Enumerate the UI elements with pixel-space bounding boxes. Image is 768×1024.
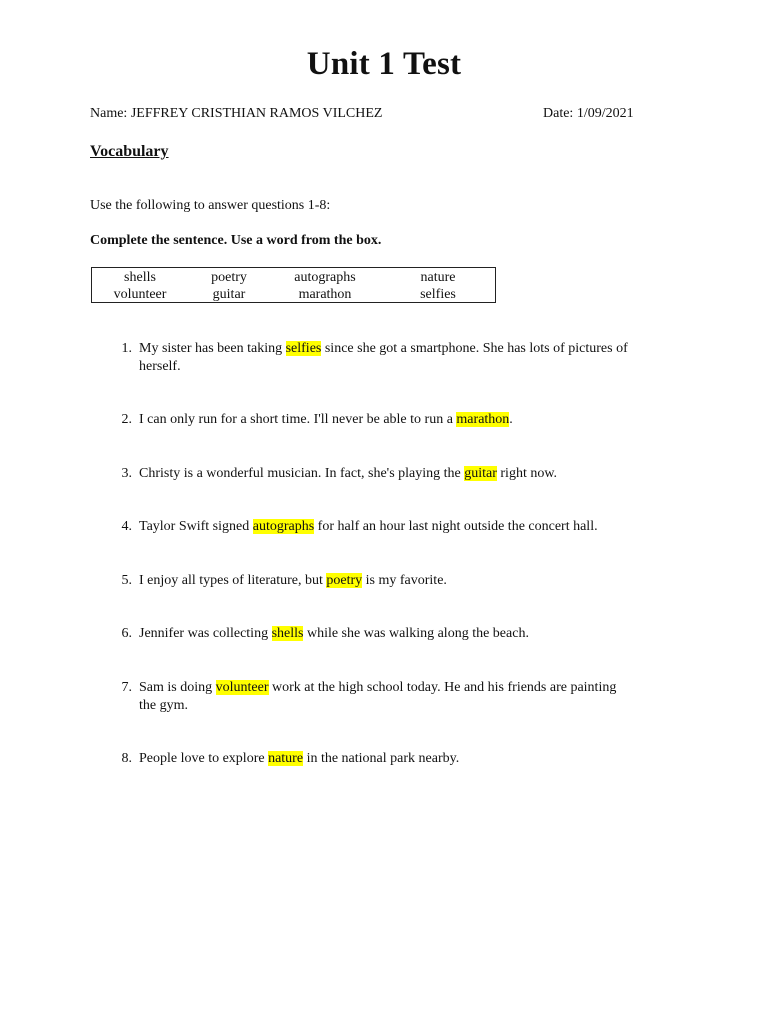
question-number: 2. (121, 412, 132, 427)
question-text: Christy is a wonderful musician. In fact, she's playing the guitar right now. (139, 466, 558, 481)
question-number: 7. (121, 680, 132, 695)
student-name: Name: JEFFREY CRISTHIAN RAMOS VILCHEZ (90, 106, 383, 121)
word-box-item: guitar (212, 287, 246, 302)
question-text: My sister has been taking selfies since she got a smartphone. She has lots of pictures of herself. (139, 341, 628, 374)
word-box-item: autographs (294, 270, 356, 285)
section-heading: Vocabulary (90, 143, 169, 160)
answer-highlight: volunteer (215, 680, 269, 695)
question-number: 1. (121, 341, 132, 356)
answer-highlight: autographs (252, 519, 315, 534)
word-box-item: selfies (420, 287, 456, 302)
answer-highlight: selfies (285, 341, 322, 356)
question-text: People love to explore nature in the national park nearby. (139, 751, 460, 766)
question-number: 5. (121, 573, 132, 588)
question-text: I enjoy all types of literature, but poetry is my favorite. (139, 573, 447, 588)
answer-highlight: marathon (456, 412, 510, 427)
answer-highlight: nature (268, 751, 304, 766)
word-box-item: volunteer (113, 287, 167, 302)
question-text: I can only run for a short time. I'll never be able to run a marathon. (139, 412, 513, 427)
word-box-item: marathon (298, 287, 352, 302)
word-box-item: nature (420, 270, 456, 285)
word-box-item: shells (124, 270, 156, 285)
answer-highlight: guitar (464, 466, 497, 481)
word-box-item: poetry (211, 270, 247, 285)
instruction-bold: Complete the sentence. Use a word from the box. (90, 233, 382, 248)
word-box (91, 267, 496, 303)
question-text: Taylor Swift signed autographs for half an hour last night outside the concert hall. (139, 519, 598, 534)
question-number: 4. (121, 519, 132, 534)
question-text: Sam is doing volunteer work at the high school today. He and his friends are painting the gym. (139, 680, 617, 713)
question-number: 3. (121, 466, 132, 481)
page-title: Unit 1 Test (306, 46, 462, 82)
instruction-text: Use the following to answer questions 1-8: (90, 198, 331, 213)
test-date: Date: 1/09/2021 (543, 106, 634, 121)
question-number: 8. (121, 751, 132, 766)
answer-highlight: shells (271, 626, 304, 641)
question-number: 6. (121, 626, 132, 641)
question-text: Jennifer was collecting shells while she was walking along the beach. (139, 626, 529, 641)
answer-highlight: poetry (326, 573, 363, 588)
